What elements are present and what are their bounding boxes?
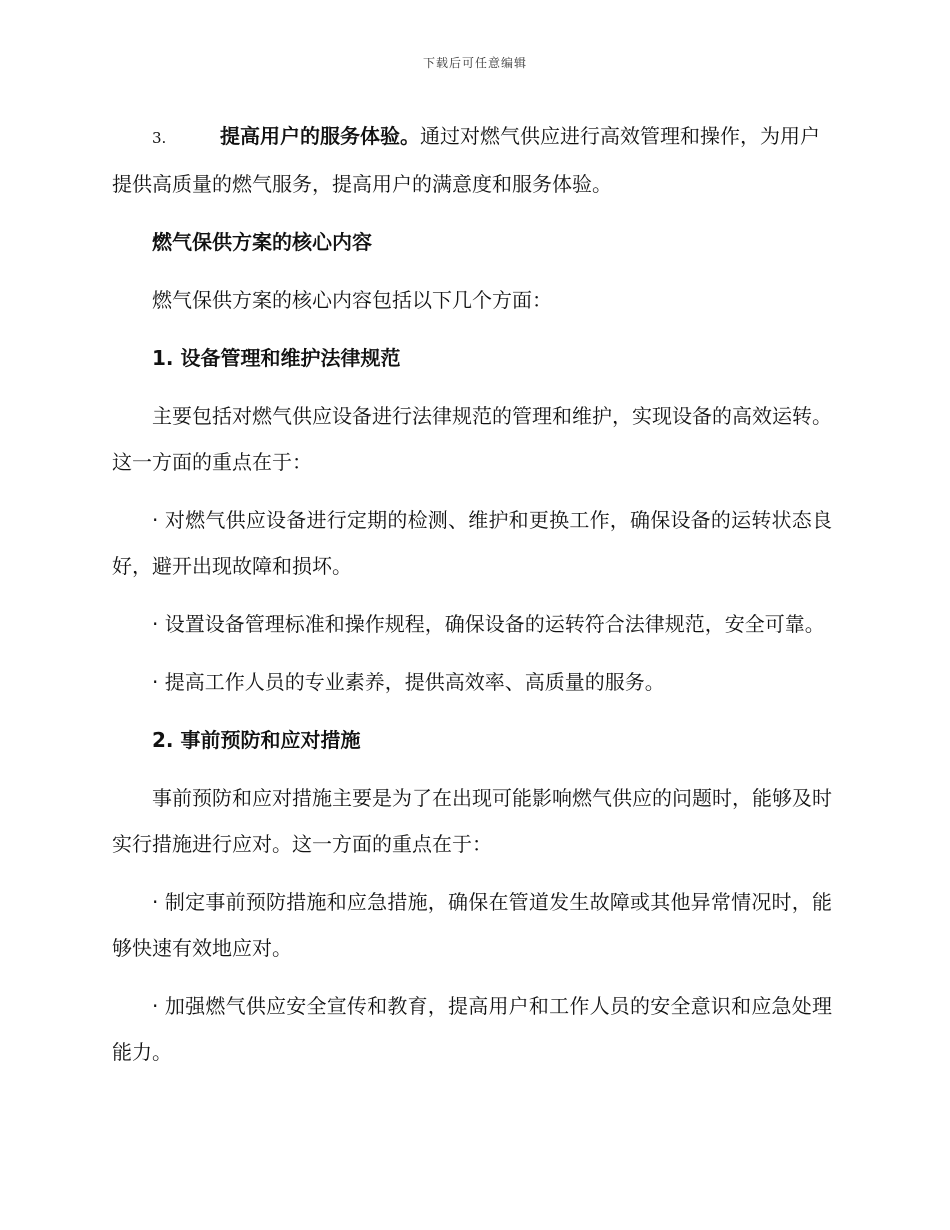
section-3-body: 通过对燃气供应进行高效管理和操作，为用户提供高质量的燃气服务，提高用户的满意度和服务体验。 xyxy=(112,124,820,196)
page-header: 下载后可任意编辑 xyxy=(422,56,527,70)
part-2-heading: 2. 事前预防和应对措施 xyxy=(152,728,361,752)
part-2-bullet: · 制定事前预防措施和应急措施，确保在管道发生故障或其他异常情况时，能够快速有效地应对。 xyxy=(112,890,832,960)
part-1-heading: 1. 设备管理和维护法律规范 xyxy=(152,346,401,370)
part-1-intro: 主要包括对燃气供应设备进行法律规范的管理和维护，实现设备的高效运转。这一方面的重点在于： xyxy=(112,404,832,474)
document-body xyxy=(112,113,832,1087)
part-1-bullet: · 提高工作人员的专业素养，提供高效率、高质量的服务。 xyxy=(152,670,665,694)
core-heading: 燃气保供方案的核心内容 xyxy=(152,230,372,254)
section-3-title: 提高用户的服务体验。 xyxy=(220,124,420,148)
part-2-bullet: · 加强燃气供应安全宣传和教育，提高用户和工作人员的安全意识和应急处理能力。 xyxy=(112,994,832,1064)
part-2-intro: 事前预防和应对措施主要是为了在出现可能影响燃气供应的问题时，能够及时实行措施进行应对。这一方面的重点在于： xyxy=(112,786,832,856)
part-1-bullet: · 设置设备管理标准和操作规程，确保设备的运转符合法律规范，安全可靠。 xyxy=(152,612,825,636)
part-1-bullet: · 对燃气供应设备进行定期的检测、维护和更换工作，确保设备的运转状态良好，避开出现故障和损坏。 xyxy=(112,508,832,578)
core-intro: 燃气保供方案的核心内容包括以下几个方面： xyxy=(152,288,552,312)
section-3-number: 3. xyxy=(152,129,167,147)
section-3-paragraph xyxy=(112,113,832,207)
